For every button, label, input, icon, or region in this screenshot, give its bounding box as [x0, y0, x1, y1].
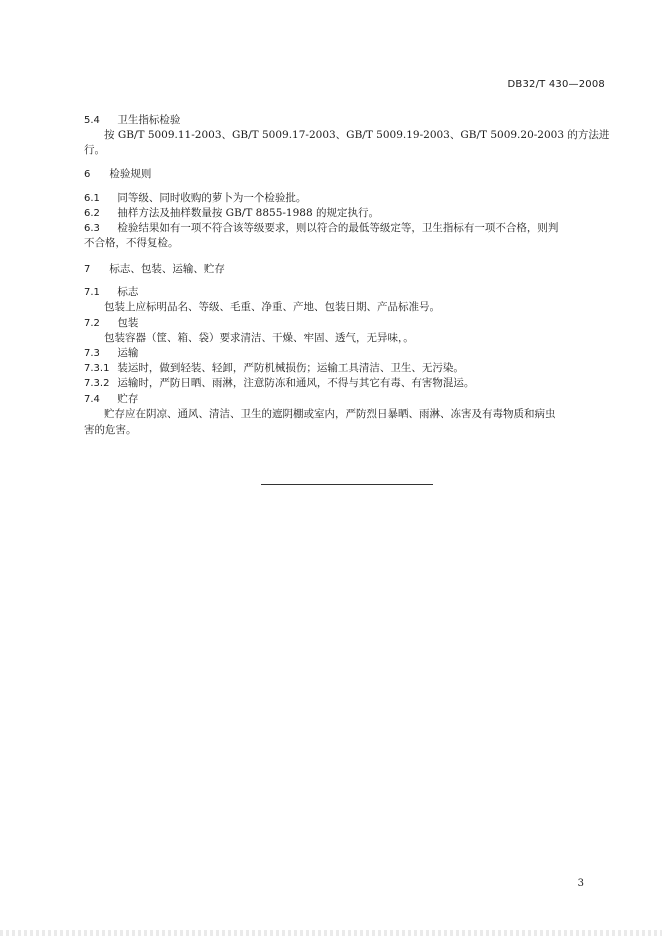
- section-title: 卫生指标检验: [117, 114, 181, 126]
- section-number: 7.1: [84, 287, 100, 298]
- clause-7-3-1: [84, 361, 464, 376]
- clause-text: 运输时，严防日晒、雨淋，注意防冻和通风，不得与其它有毒、有害物混运。: [117, 377, 475, 389]
- clause-text: 检验结果如有一项不符合该等级要求，则以符合的最低等级定等，卫生指标有一项不合格，则判: [117, 222, 559, 234]
- section-number: 7.3: [84, 348, 100, 359]
- section-7-3-heading: [84, 346, 138, 361]
- section-7-1-heading: [84, 285, 138, 300]
- section-5-4-heading: [84, 113, 180, 128]
- clause-number: 6.2: [84, 208, 100, 219]
- document-code: DB32/T 430—2008: [507, 79, 605, 90]
- section-7-2-body: 包装容器（筐、箱、袋）要求清洁、干燥、牢固、透气，无异味，。: [104, 332, 414, 344]
- section-7-heading: [84, 262, 225, 277]
- clause-6-3: [84, 221, 558, 236]
- section-title: 检验规则: [109, 168, 152, 180]
- section-number: 7.4: [84, 394, 100, 405]
- clause-number: 7.3.2: [84, 378, 110, 389]
- section-7-2-heading: [84, 316, 138, 331]
- clause-text: 抽样方法及抽样数量按 GB/T 8855-1988 的规定执行。: [117, 207, 379, 219]
- section-title: 运输: [117, 347, 139, 359]
- clause-6-3-line-2: 不合格，不得复检。: [84, 237, 179, 249]
- clause-6-1: [84, 191, 306, 206]
- section-title: 标志、包装、运输、贮存: [109, 263, 225, 275]
- section-title: 包装: [117, 317, 139, 329]
- scan-edge: [0, 930, 662, 936]
- section-7-4-body-line-1: 贮存应在阴凉、通风、清洁、卫生的遮阴棚或室内，严防烈日暴晒、雨淋、冻害及有毒物质和病虫: [104, 408, 556, 420]
- section-5-4-body-line-1: 按 GB/T 5009.11-2003、GB/T 5009.17-2003、GB/T 5009.19-2003、GB/T 5009.20-2003 的方法进: [104, 129, 610, 141]
- clause-6-2: [84, 206, 379, 221]
- section-number: 5.4: [84, 115, 100, 126]
- clause-7-3-2: [84, 376, 474, 391]
- section-number: 6: [84, 169, 91, 180]
- clause-number: 6.1: [84, 193, 100, 204]
- section-title: 贮存: [117, 393, 139, 405]
- section-title: 标志: [117, 286, 139, 298]
- clause-number: 6.3: [84, 223, 100, 234]
- clause-text: 同等级、同时收购的萝卜为一个检验批。: [117, 192, 307, 204]
- section-7-4-body-line-2: 害的危害。: [84, 424, 137, 436]
- section-7-4-heading: [84, 392, 138, 407]
- clause-text: 装运时，做到轻装、轻卸，严防机械损伤；运输工具清洁、卫生、无污染。: [117, 362, 464, 374]
- section-5-4-body-line-2: 行。: [84, 144, 105, 156]
- page-number: 3: [577, 878, 584, 889]
- section-6-heading: [84, 167, 151, 182]
- end-rule: [261, 484, 433, 485]
- section-number: 7: [84, 264, 91, 275]
- section-7-1-body: 包装上应标明品名、等级、毛重、净重、产地、包装日期、产品标准号。: [104, 301, 440, 313]
- clause-number: 7.3.1: [84, 363, 110, 374]
- section-number: 7.2: [84, 318, 100, 329]
